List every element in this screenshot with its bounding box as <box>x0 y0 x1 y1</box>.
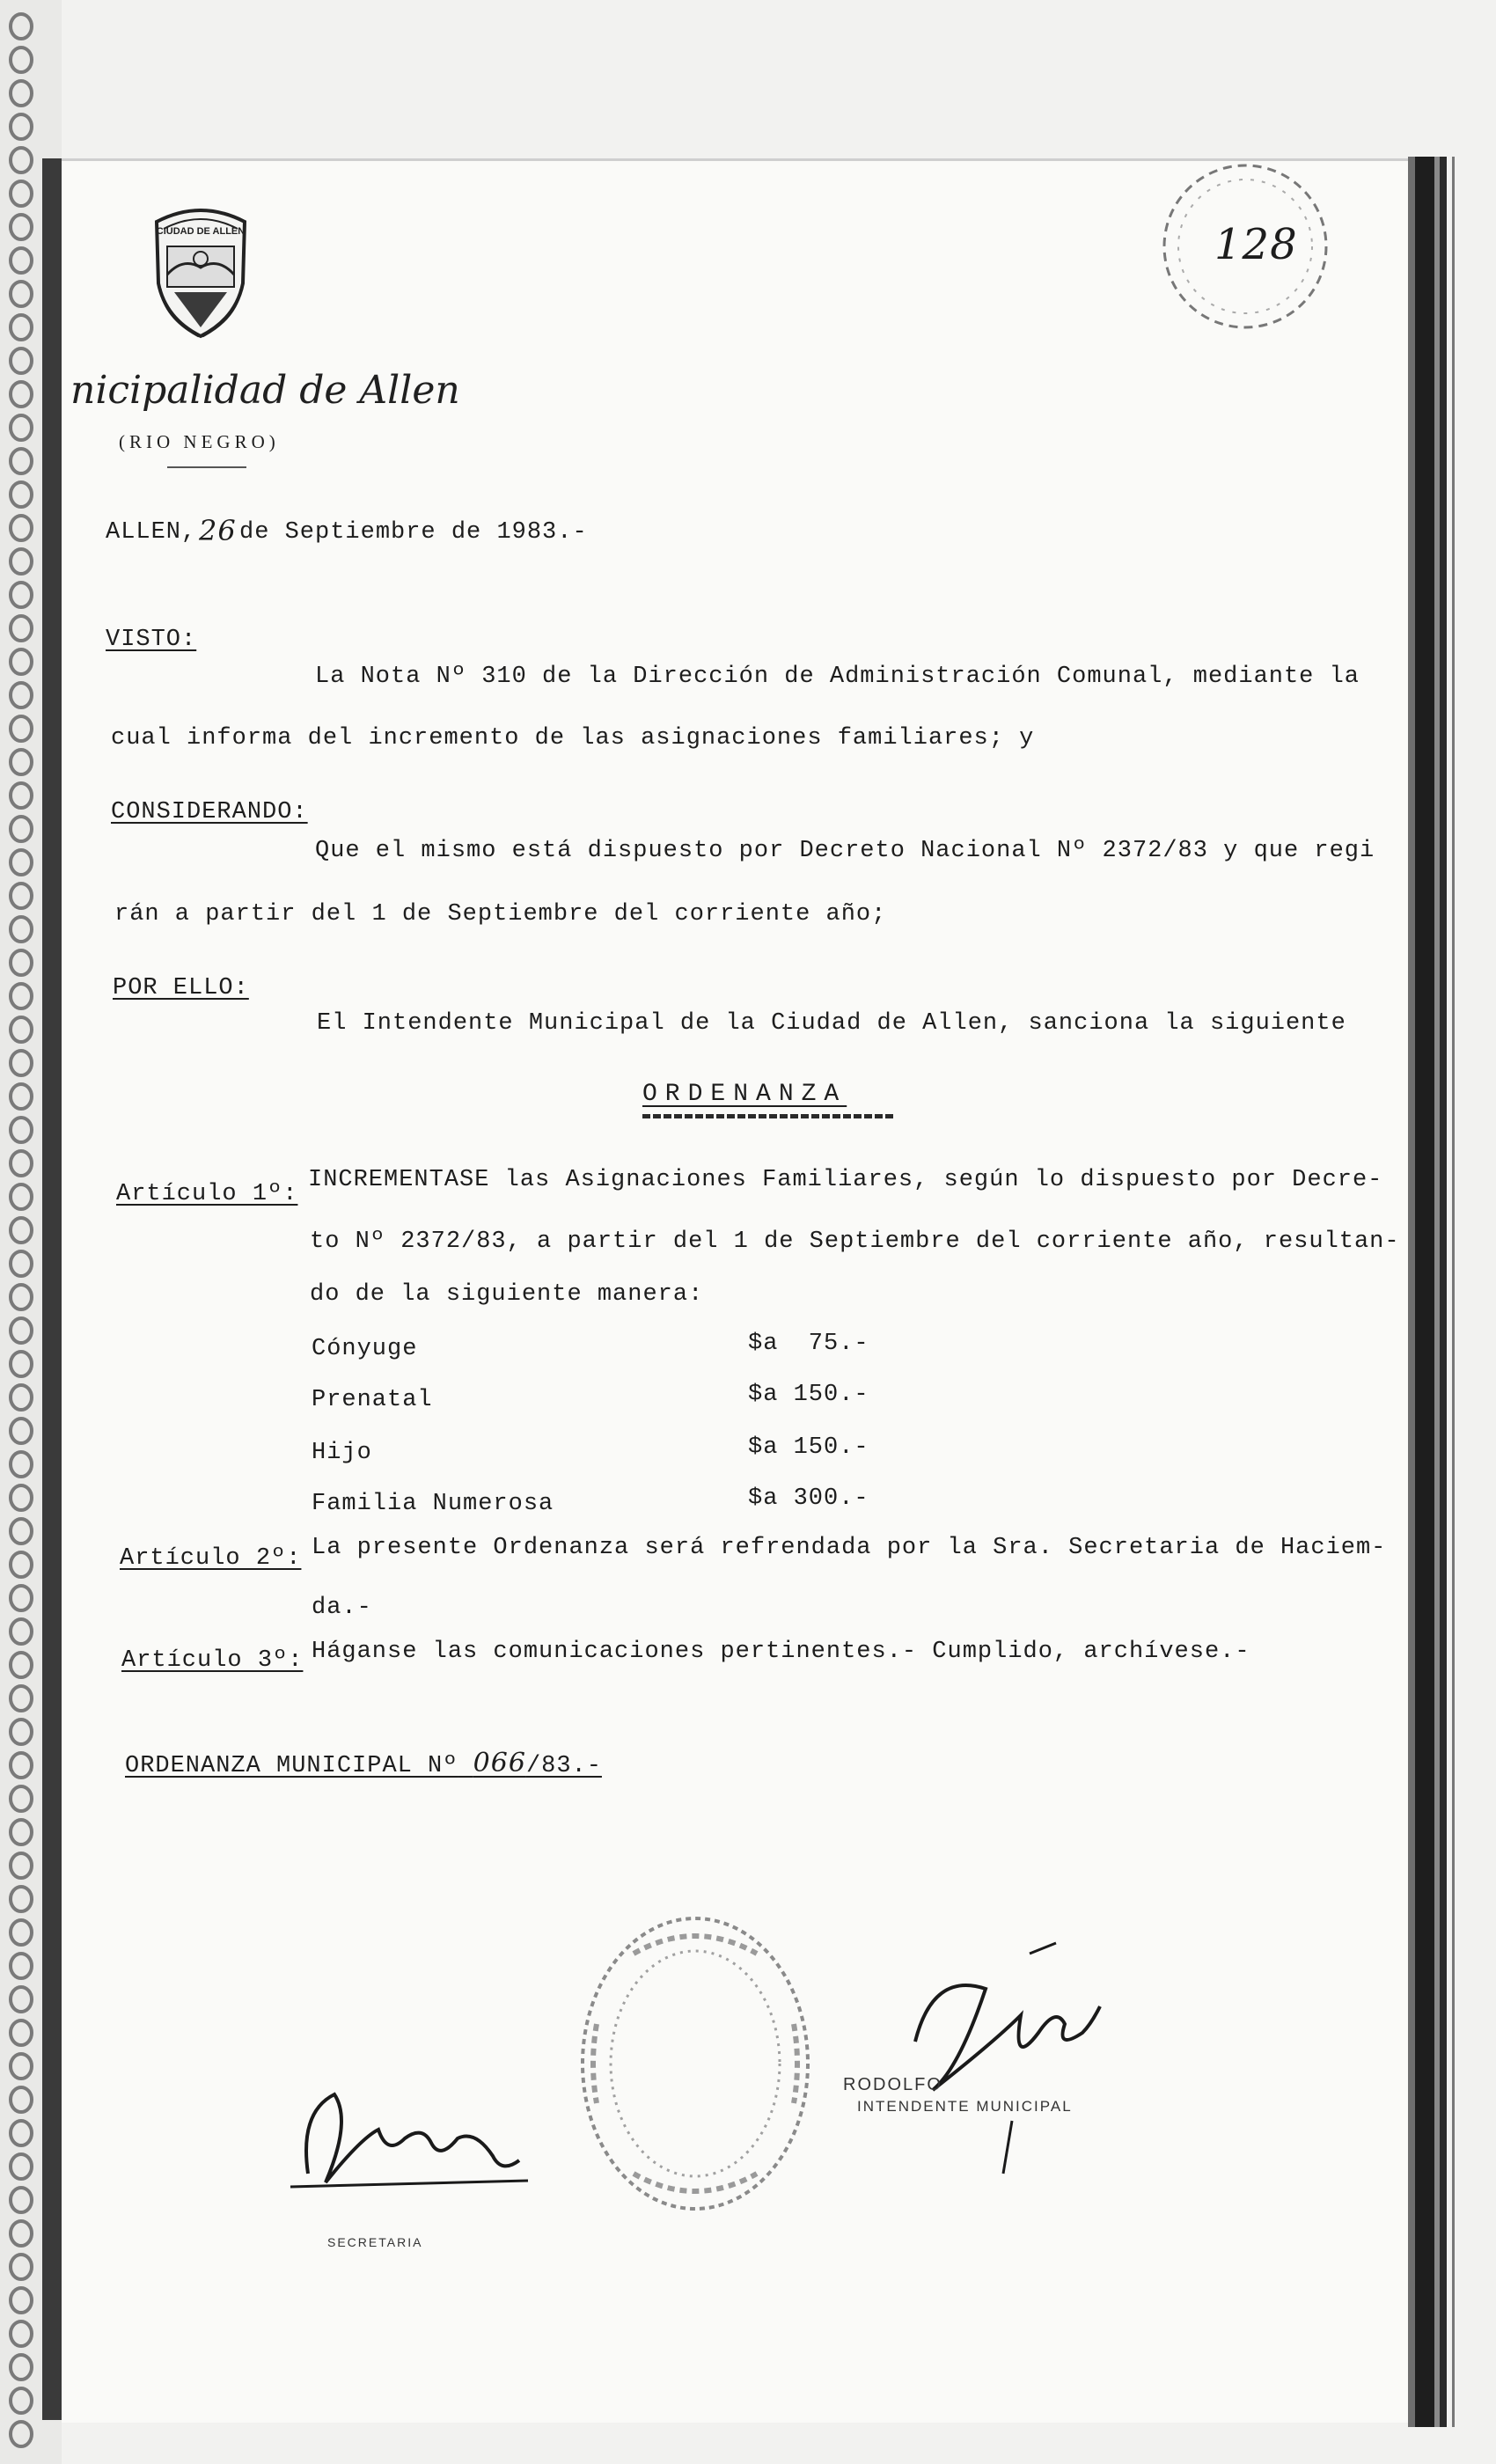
visto-line-1: La Nota Nº 310 de la Dirección de Administración Comunal, mediante la <box>315 664 1360 690</box>
article-2-line-1: La presente Ordenanza será refrendada por la Sra. Secretaria de Haciem- <box>312 1535 1387 1561</box>
municipal-round-seal <box>572 1901 818 2226</box>
article-2-label: Artículo 2º: <box>120 1545 302 1572</box>
ordinance-title: ORDENANZA <box>642 1081 847 1108</box>
article-1-line-2: to Nº 2372/83, a partir del 1 de Septiembre del corriente año, resultan- <box>310 1228 1400 1255</box>
allowance-concept: Prenatal <box>312 1387 433 1413</box>
article-3-line-1: Háganse las comunicaciones pertinentes.- Cumplido, archívese.- <box>312 1639 1250 1665</box>
article-1-label: Artículo 1º: <box>116 1181 298 1207</box>
article-1-line-3: do de la siguiente manera: <box>310 1281 704 1308</box>
ordinance-number-line <box>125 1748 602 1779</box>
ordinance-number-suffix: /83.- <box>525 1753 602 1779</box>
por-ello-heading: POR ELLO: <box>113 975 249 1001</box>
sheet-right-edge <box>1408 157 1478 2427</box>
visto-heading: VISTO: <box>106 627 197 653</box>
municipal-coat-of-arms <box>148 204 253 345</box>
ordinance-number-prefix: ORDENANZA MUNICIPAL Nº <box>125 1753 458 1779</box>
allowance-concept: Cónyuge <box>312 1336 418 1362</box>
allowance-amount: $a 150.- <box>748 1434 869 1461</box>
allowance-amount: $a 150.- <box>748 1382 869 1408</box>
svg-text:CIUDAD DE ALLEN: CIUDAD DE ALLEN <box>156 226 246 237</box>
organization-name: nicipalidad de Allen <box>70 368 460 413</box>
mayor-title: INTENDENTE MUNICIPAL <box>857 2098 1073 2115</box>
ordinance-title-rule <box>642 1114 896 1118</box>
date-day: 26 <box>199 514 237 547</box>
allowance-concept: Hijo <box>312 1440 372 1466</box>
allowance-amount: $a 75.- <box>748 1331 869 1357</box>
secretary-title: SECRETARIA <box>327 2235 423 2249</box>
considerando-heading: CONSIDERANDO: <box>111 799 308 825</box>
province-rule <box>167 466 246 468</box>
article-3-label: Artículo 3º: <box>121 1647 304 1674</box>
secretary-signature <box>282 2077 537 2209</box>
organization-province: (RIO NEGRO) <box>119 431 280 452</box>
allowance-concept: Familia Numerosa <box>312 1491 554 1517</box>
ordinance-number-value: 066 <box>473 1748 526 1778</box>
mayor-signature <box>880 1936 1144 2182</box>
considerando-line-2: rán a partir del 1 de Septiembre del corriente año; <box>114 901 887 928</box>
article-1-line-1: INCREMENTASE las Asignaciones Familiares, según lo dispuesto por Decre- <box>308 1167 1383 1193</box>
binder-rings <box>0 0 62 2464</box>
mayor-name: RODOLFO <box>843 2075 942 2094</box>
article-2-line-2: da.- <box>312 1595 372 1621</box>
considerando-line-1: Que el mismo está dispuesto por Decreto Nacional Nº 2372/83 y que regi <box>315 838 1375 864</box>
folio-number: 128 <box>1214 220 1298 269</box>
por-ello-line-1: El Intendente Municipal de la Ciudad de Allen, sanciona la siguiente <box>317 1010 1346 1037</box>
date-rest: de Septiembre de 1983.- <box>239 519 588 546</box>
visto-line-2: cual informa del incremento de las asignaciones familiares; y <box>111 725 1035 752</box>
date-place: ALLEN, <box>106 519 197 546</box>
allowance-amount: $a 300.- <box>748 1485 869 1512</box>
